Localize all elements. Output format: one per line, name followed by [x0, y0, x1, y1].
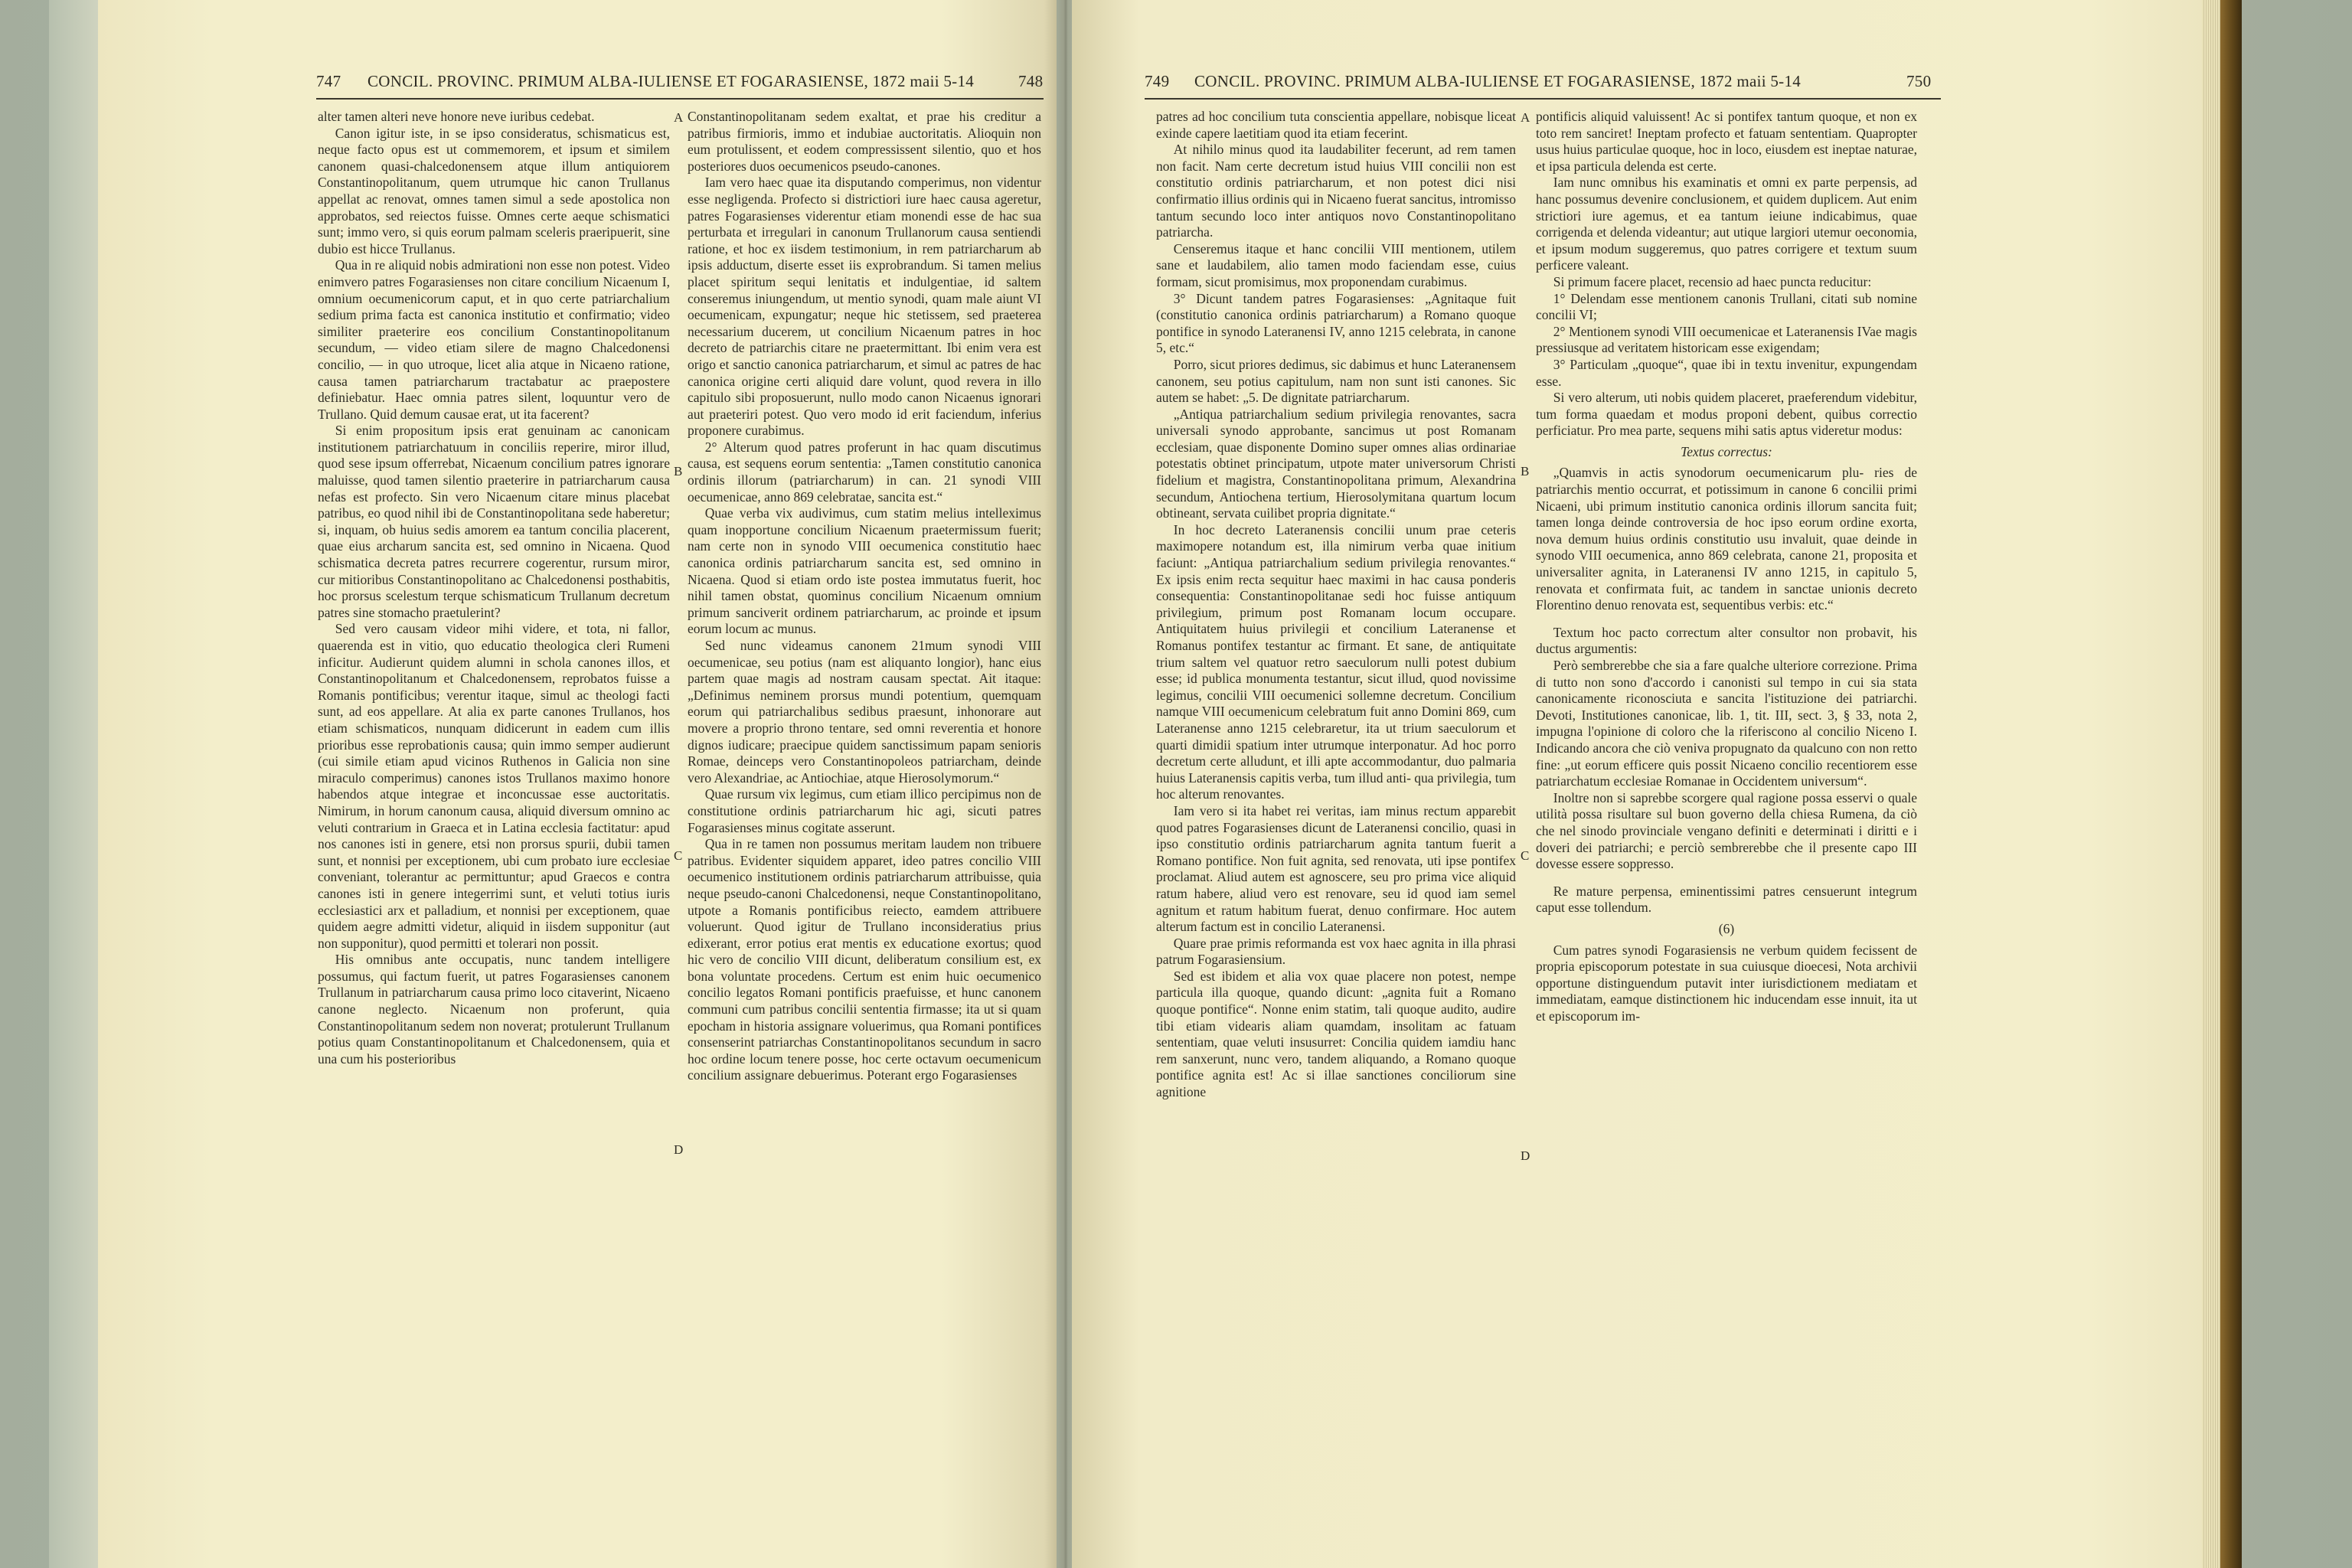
margin-letter-c: C	[674, 848, 683, 863]
paragraph: alter tamen alteri neve honore neve iuribus cedebat.	[318, 109, 595, 124]
paragraph: Però sembrerebbe che sia a fare qualche ulteriore correzione. Prima di tutto non sono d'accordo i canonisti sul tempo in cui sia stata canonicamente riconosciuta e sancita l'istituzione dei patriarchi. Devoti, Institutiones canonicae, lib. 1, tit. III, sect. 3, § 33, nota 2, impugna l'opinione di coloro che la riferiscono al concilio Niceno I. Indicando ancora che ciò veniva propugnato da qualcuno con non retto fine: „ut eorum efficere quis possit Nicaeno concilio recentiorem esse patriarchatum ecclesiae Romanae in Occidentem universum“.	[1536, 658, 1917, 789]
paragraph: „Quamvis in actis synodorum oecumenicarum plu- ries de patriarchis mentio occurrat, et potissimum in canone 6 concilii primi Nicaeni, ubi primum institutio canonica ordinis illorum sancita fuit; tamen longa deinde controversia de hoc ipso eorum ordine exorta, nova demum huius ordinis constitutio usu invaluit, quae deinde in synodo VIII oecumenica, anno 869 celebrata, canone 21, proposita et universaliter agnita, in Lateranensi IV anno 1215, in capitulo 5, renovata et confirmata fuit, ac tandem in sanctae unionis decreto Florentino denuo renovata est, sequentibus verbis: etc.“	[1536, 465, 1917, 613]
paragraph: Porro, sicut priores dedimus, sic dabimus et hunc Lateranensem canonem, seu potius capitulum, nam non sunt isti canones. Sic autem se habet: „5. De dignitate patriarcharum.	[1156, 356, 1516, 406]
paragraph: Cum patres synodi Fogarasiensis ne verbum quidem fecissent de propria episcoporum potestate in sua cuiusque dioecesi, Nota archivii opportune distinguendum putavit inter iurisdictionem mediatam et immediatam, eamque distinctionem hic inducendam esse innuit, ita ut et episcoporum im-	[1536, 942, 1917, 1024]
paragraph: Sed est ibidem et alia vox quae placere non potest, nempe particula illa quoque, quando dicunt: „agnita fuit a Romano quoque pontifice“. Nonne enim statim, tali quoque audito, audire tibi etiam videaris aliam quamdam, insolitam ac fatuam sententiam, quae veluti insusurret: Concilia quidem iamdiu hanc rem sanxerunt, nunc vero, tandem aliquando, a Romano quoque pontifice agnita est! Ac si illae sanctiones conciliorum sine agnitione	[1156, 968, 1516, 1100]
paragraph: 1° Delendam esse mentionem canonis Trullani, citati sub nomine concilii VI;	[1536, 290, 1917, 323]
left-running-title: CONCIL. PROVINC. PRIMUM ALBA-IULIENSE ET FOGARASIENSE, 1872 maii 5-14	[368, 72, 975, 90]
paragraph: Canon igitur iste, in se ipso consideratus, schismaticus est, neque facto opus est ut commemorem, et ipsum et similem canonem quasi-chalcedonensem atque illum antiquiorem Constantinopolitanum, quem utrumque hic canon Trullanus appellat ac renovat, omnes tamen simul a sede apostolica non approbatos, sed reiectos fuisse. Omnes certe aeque schismatici sunt; immo vero, si quis eorum palmam sceleris praeripuerit, sine dubio est hicce Trullanus.	[318, 125, 670, 256]
open-book	[49, 0, 2216, 1568]
paragraph: Si vero alterum, uti nobis quidem placeret, praeferendum videbitur, tum forma quaedam et modus proponi debent, quibus correctio perficiatur. Pro mea parte, sequens mihi satis aptus videretur modus:	[1536, 390, 1917, 439]
right-page-number-left: 749	[1145, 72, 1170, 90]
left-page-number-left: 747	[316, 72, 341, 90]
right-head-rule	[1145, 98, 1941, 100]
book-cover-edge	[2220, 0, 2242, 1568]
right-page-number-right: 750	[1906, 72, 1932, 90]
book-cover-left	[49, 0, 98, 1568]
paragraph: Sed vero causam videor mihi videre, et tota, ni fallor, quaerenda est in vitio, quo educatio theologica cleri Rumeni inficitur. Audierunt quidem alumni in schola canones illos, et Constantinopolitanum et Chalcedonensem, reprobatos fuisse a Romanis pontificibus; verentur itaque, simul ac theologi facti sunt, ad eos appellare. At alia ex parte canones Trullanos, hos etiam schismaticos, nunquam didicerunt in eadem cum illis prioribus esse reprobationis causa; quin immo semper audierunt (cui simile etiam apud vicinos Ruthenos in Galicia non sine miraculo comperimus) canones istos Trullanos maximo honore habendos atque integrae et inconcussae esse auctoritatis. Nimirum, in horum canonum causa, aliquid diversum omnino ac veluti contrarium in Graeca et in Latina ecclesia factitatur: apud nos canones isti in genere, etsi non prorsus spurii, dubii tamen sunt, et nonnisi per exceptionem, ubi cum probato iure ecclesiae conveniant, tolerantur ac permittuntur; apud Graecos e contra canones isti in genere integerrimi sunt, et veluti totius iuris ecclesiastici arx et palladium, et nonnisi per exceptionem, quae quidem aegre admitti videtur, aliquid in iisdem supponitur (aut non supponitur), quod permitti et tolerari non possit.	[318, 621, 670, 951]
right-running-title: CONCIL. PROVINC. PRIMUM ALBA-IULIENSE ET FOGARASIENSE, 1872 maii 5-14	[1194, 72, 1802, 90]
paragraph: 2° Alterum quod patres proferunt in hac quam discutimus causa, est sequens eorum sententia: „Tamen constitutio canonica ordinis illorum (patriarcharum) in can. 21 synodi VIII oecumenicae, anno 869 celebratae, sancita est.“	[688, 439, 1041, 505]
paragraph: Si enim propositum ipsis erat genuinam ac canonicam institutionem patriarchatuum in conciliis reperire, miror illud, quod sese ipsum offerrebat, Nicaenum concilium patres ignorare maluisse, quod tamen silentio praeterire in patriarcharum causa nefas est profecto. Sin vero Nicaenum citare minus placebat patribus, eo quod nihil ibi de Constantinopolitana sede haberetur; si, inquam, ob huius sedis amorem ea tantum concilia placerent, quae eius archarum sancita est, sed omnino in Nicaena. Quod schismatica decreta patres recurrere cogerentur, rursum miror, cur mitioribus Constantinopolitano ac Chalcedonensi posthabitis, hoc prorsus scelestum terque schismaticum Trullanum decretum patres sine stomacho praetulerint?	[318, 423, 670, 620]
margin-letter-d: D	[1521, 1148, 1530, 1163]
spacer	[1536, 873, 1917, 884]
paragraph: Iam nunc omnibus his examinatis et omni ex parte perpensis, ad hanc possumus devenire conclusionem, et quidem duplicem. Aut enim strictiori iure agemus, et ea tantum ieiune indicabimus, quae corrigenda et delenda videantur; aut utique largiori utemur oeconomia, et ipsum modum suggeremus, quo patres corrigere et textum suum perficere valeant.	[1536, 175, 1917, 273]
paragraph: In hoc decreto Lateranensis concilii unum prae ceteris maximopere notandum est, illa nimirum verba quae initium faciunt: „Antiqua patriarchalium sedium privilegia renovantes.“ Ex ipsis enim recta sequitur haec maximi in hac causa ponderis consequentia: Constantinopolitanae sedi hoc fuisse antiquum privilegium, primum post Romanam locum occupare. Antiquitatem huius privilegii et concilium Lateranense et Romanus pontifex testantur ac firmant. Et sane, de antiquitate trium saltem vel quatuor retro saeculorum nulli potest dubium esse; id publica monumenta testantur, sicut illud, quod novissime legimus, concilii VIII oecumenici sollemne decretum. Concilium namque VIII oecumenicum celebratum fuit anno Domini 869, cum Lateranense anno 1215 celebraretur, ita ut trium saeculorum et quarti dimidii spatium inter utrumque interponatur. Ad hoc porro decretum certe alludunt, et illi apte accommodantur, duo palmaria huius Lateranensis capitis verba, tum illud anti- qua privilegia, tum hoc alterum renovantes.	[1156, 521, 1516, 802]
paragraph: His omnibus ante occupatis, nunc tandem intelligere possumus, qui factum fuerit, ut patres Fogarasienses canonem Trullanum in patriarcharum causa primo loco citaverint, Nicaeno canone neglecto. Nicaenum non proferunt, quia Constantinopolitanum sedem non noverat; protulerunt Trullanum potius quam Constantinopolitanum et Chalcedonensem, quia et una cum his posterioribus	[318, 952, 670, 1067]
left-column-1	[318, 109, 670, 1548]
paragraph: pontificis aliquid valuissent! Ac si pontifex tantum quoque, et non ex toto rem sanciret! Ineptam profecto et fatuam sententiam. Quapropter usus huius particulae quoque, hoc in loco, eiusdem est ineptae naturae, et ipsa particula delenda est certe.	[1536, 109, 1917, 174]
paragraph: 3° Dicunt tandem patres Fogarasienses: „Agnitaque fuit (constitutio canonica ordinis patriarcharum) a Romano quoque pontifice in synodo Lateranensi IV, anno 1215 celebrata, in canone 5, etc.“	[1156, 290, 1516, 356]
paragraph: Re mature perpensa, eminentissimi patres censuerunt integrum caput esse tollendum.	[1536, 883, 1917, 916]
margin-letter-a: A	[674, 110, 684, 125]
paragraph: Constantinopolitanam sedem exaltat, et prae his creditur a patribus firmioris, immo et indubiae auctoritatis. Alioquin non eum protulissent, et eodem compressissent silentio, quo et hos posteriores duos oecumenicos pseudo-canones.	[688, 109, 1041, 174]
paragraph: Quae rursum vix legimus, cum etiam illico percipimus non de constitutione ordinis patriarcharum hic agi, sicuti patres Fogarasienses minus cogitate asserunt.	[688, 786, 1041, 835]
left-column-2	[688, 109, 1041, 1548]
paragraph: Si primum facere placet, recensio ad haec puncta reducitur:	[1553, 273, 1872, 289]
left-head-rule	[316, 98, 1044, 100]
paragraph: Textum hoc pacto correctum alter consultor non probavit, his ductus argumentis:	[1536, 624, 1917, 657]
paragraph: patres ad hoc concilium tuta conscientia appellare, nobisque liceat exinde capere laetitiam quod ita etiam fecerint.	[1156, 109, 1516, 141]
right-page	[1072, 0, 2202, 1568]
section-number: (6)	[1718, 920, 1735, 936]
margin-letter-d: D	[674, 1142, 684, 1157]
paragraph: Qua in re tamen non possumus meritam laudem non tribuere patribus. Evidenter siquidem apparet, ideo patres concilio VIII oecumenico institutionem ordinis patriarcharum attribuisse, quia neque pseudo-canoni Chalcedonensi, neque Constantinopolitano, utpote a Romanis pontificibus reiecto, eamdem attribuere voluerunt. Quod igitur de Trullano inconsideratius prius edixerant, error potius erat mentis ex educatione exortus; quod hic vero de concilio VIII dicunt, deliberatum consilium est, ex bona voluntate procedens. Certum est enim huic oecumenico concilio legatos Romani pontificis praefuisse, et hunc canonem communi cum patribus concilii sententia firmasse; ita ut si quam epocham in historia assignare voluerimus, qua Romani pontifices consenserint patriarchas Constantinopolitanos secundum in sacro hoc ordine locum tenere posse, hoc certe octavum oecumenicum concilium assignare debuerimus. Poterant ergo Fogarasienses	[688, 836, 1041, 1083]
paragraph: „Antiqua patriarchalium sedium privilegia renovantes, sacra universali synodo approbante, sancimus ut post Romanam ecclesiam, quae disponente Domino super omnes alias ordinariae potestatis obtinet principatum, utpote mater universorum Christi fidelium et magistra, Constantinopolitana primum, Alexandrina secundum, Antiochena tertium, Hierosolymitana quartum locum obtineant, servata cuilibet propria dignitate.“	[1156, 406, 1516, 521]
margin-letter-c: C	[1521, 848, 1530, 863]
paragraph: Qua in re aliquid nobis admirationi non esse non potest. Video enimvero patres Fogarasienses non citare concilium Nicaenum I, omnium oecumenicorum caput, et in quo certe patriarchalium sedium prima facta est canonica institutio et confirmatio; video similiter praeterire eos concilium Constantinopolitanum secundum, — video etiam silere de magno Chalcedonensi concilio, — in quo utroque, licet alia atque in Nicaeno ratione, causa tamen patriarcharum tractabatur ac praepostere definiebatur. Haec omnia patres silent, loquuntur vero de Trullano. Quid demum causae erat, ut ita facerent?	[318, 257, 670, 422]
margin-letter-b: B	[1521, 464, 1530, 479]
right-column-2	[1536, 109, 1917, 1548]
spacer	[1536, 614, 1917, 625]
paragraph: Sed nunc videamus canonem 21mum synodi VIII oecumenicae, seu potius (nam est aliquanto longior), hanc eius partem quae magis ad nostram causam spectat. Ait itaque: „Definimus neminem prorsus mundi potentium, quemquam eorum qui patriarchalibus sedibus praesunt, inhonorare aut movere a proprio throno tentare, sed omni reverentia et honore dignos iudicare; praecipue quidem sanctissimum papam senioris Romae, deinceps vero Constantinopoleos patriarcham, deinde vero Alexandriae, ac Antiochiae, atque Hierosolymorum.“	[688, 638, 1041, 786]
paragraph: 2° Mentionem synodi VIII oecumenicae et Lateranensis IVae magis pressiusque ad veritatem historicam esse exigendam;	[1536, 323, 1917, 356]
paragraph: At nihilo minus quod ita laudabiliter fecerunt, ad rem tamen non facit. Nam certe decretum istud huius VIII concilii non est constitutio ordinis patriarcharum, et non potest dici nisi confirmatio illius ordinis qui in Nicaeno fuerat sancitus, intromisso tantum secundo loco inter antiquos novo Constantinopolitano patriarcha.	[1156, 142, 1516, 240]
paragraph: Inoltre non si saprebbe scorgere qual ragione possa esservi o quale utilità possa risultare sul buon governo della chiesa Rumena, da ciò che nel sinodo provinciale vengano definiti e determinati i diritti e i doveri dei patriarchi; e perciò sembrerebbe che il presente capo III dovesse essere soppresso.	[1536, 789, 1917, 872]
paragraph: Iam vero si ita habet rei veritas, iam minus rectum apparebit quod patres Fogarasienses dicunt de Lateranensi concilio, quasi in ipso constitutio ordinis patriarcharum agnita tantum fuerit a Romano pontifice. Non fuit agnita, sed renovata, uti ipse pontifex proclamat. Aliud autem est agnoscere, seu pro prima vice aliquid ratum habere, aliud vero est renovare, seu id quod iam semel agnitum et ratum habitum fuerat, denuo confirmare. Hoc autem alterum factum est in concilio Lateranensi.	[1156, 802, 1516, 935]
paragraph: Iam vero haec quae ita disputando comperimus, non videntur esse negligenda. Profecto si districtiori iure haec causa ageretur, patres Fogarasienses viderentur etiam monendi esse de hac sua perturbata et irregulari in canonum Trullanorum causa sentiendi ratione, et hoc ex iisdem testimonium, in rem patriarcharum ab ipsis adductum, diserte esset iis exprobrandum. Si tamen melius placet spiritum sequi lenitatis et indulgentiae, id saltem conseremus iniungendum, ut mentio synodi, quam male aiunt VI oecumenicam, expungatur; neque hic stetissem, sed praeterea necessarium ducerem, ut concilium Nicaenum patres in hoc decreto de patriarchis citare ne praetermittant. Ibi enim vera est origo et sanctio canonica patriarcharum, et simul ac patres de hac canonica origine certi aliquid dare volunt, quod revera in illo capitulo sibi proposuerunt, nullo modo canon Nicaenus ignorari aut praeteriri potest. Quo vero modo id erit faciendum, inferius proponere curabimus.	[688, 175, 1041, 439]
right-column-1	[1156, 109, 1516, 1548]
left-page-number-right: 748	[1018, 72, 1044, 90]
margin-letter-b: B	[674, 464, 683, 479]
page-fore-edge	[2202, 0, 2220, 1568]
section-heading: Textus correctus:	[1681, 443, 1772, 459]
margin-letter-a: A	[1521, 110, 1530, 125]
left-page	[98, 0, 1057, 1568]
paragraph: 3° Particulam „quoque“, quae ibi in textu invenitur, expungendam esse.	[1536, 356, 1917, 389]
paragraph: Quae verba vix audivimus, cum statim melius intelleximus quam inopportune concilium Nicaenum praetermissum fuerit; nam certe non in synodo VIII oecumenica constitutio haec canonica ordinis patriarcharum sancita est, sed omnino in Nicaena. Quod si etiam ordo iste postea immutatus fuerit, hoc nihil tamen obstat, quominus concilium Nicaenum omnium primum sanciverit ordinem patriarcharum, ac proinde et ipsum eorum locum ac munus.	[688, 505, 1041, 637]
paragraph: Censeremus itaque et hanc concilii VIII mentionem, utilem sane et laudabilem, alio tamen modo faciendam esse, cuius formam, sicut promisimus, mox proponendam curabimus.	[1156, 240, 1516, 289]
paragraph: Quare prae primis reformanda est vox haec agnita in illa phrasi patrum Fogarasiensium.	[1156, 935, 1516, 968]
